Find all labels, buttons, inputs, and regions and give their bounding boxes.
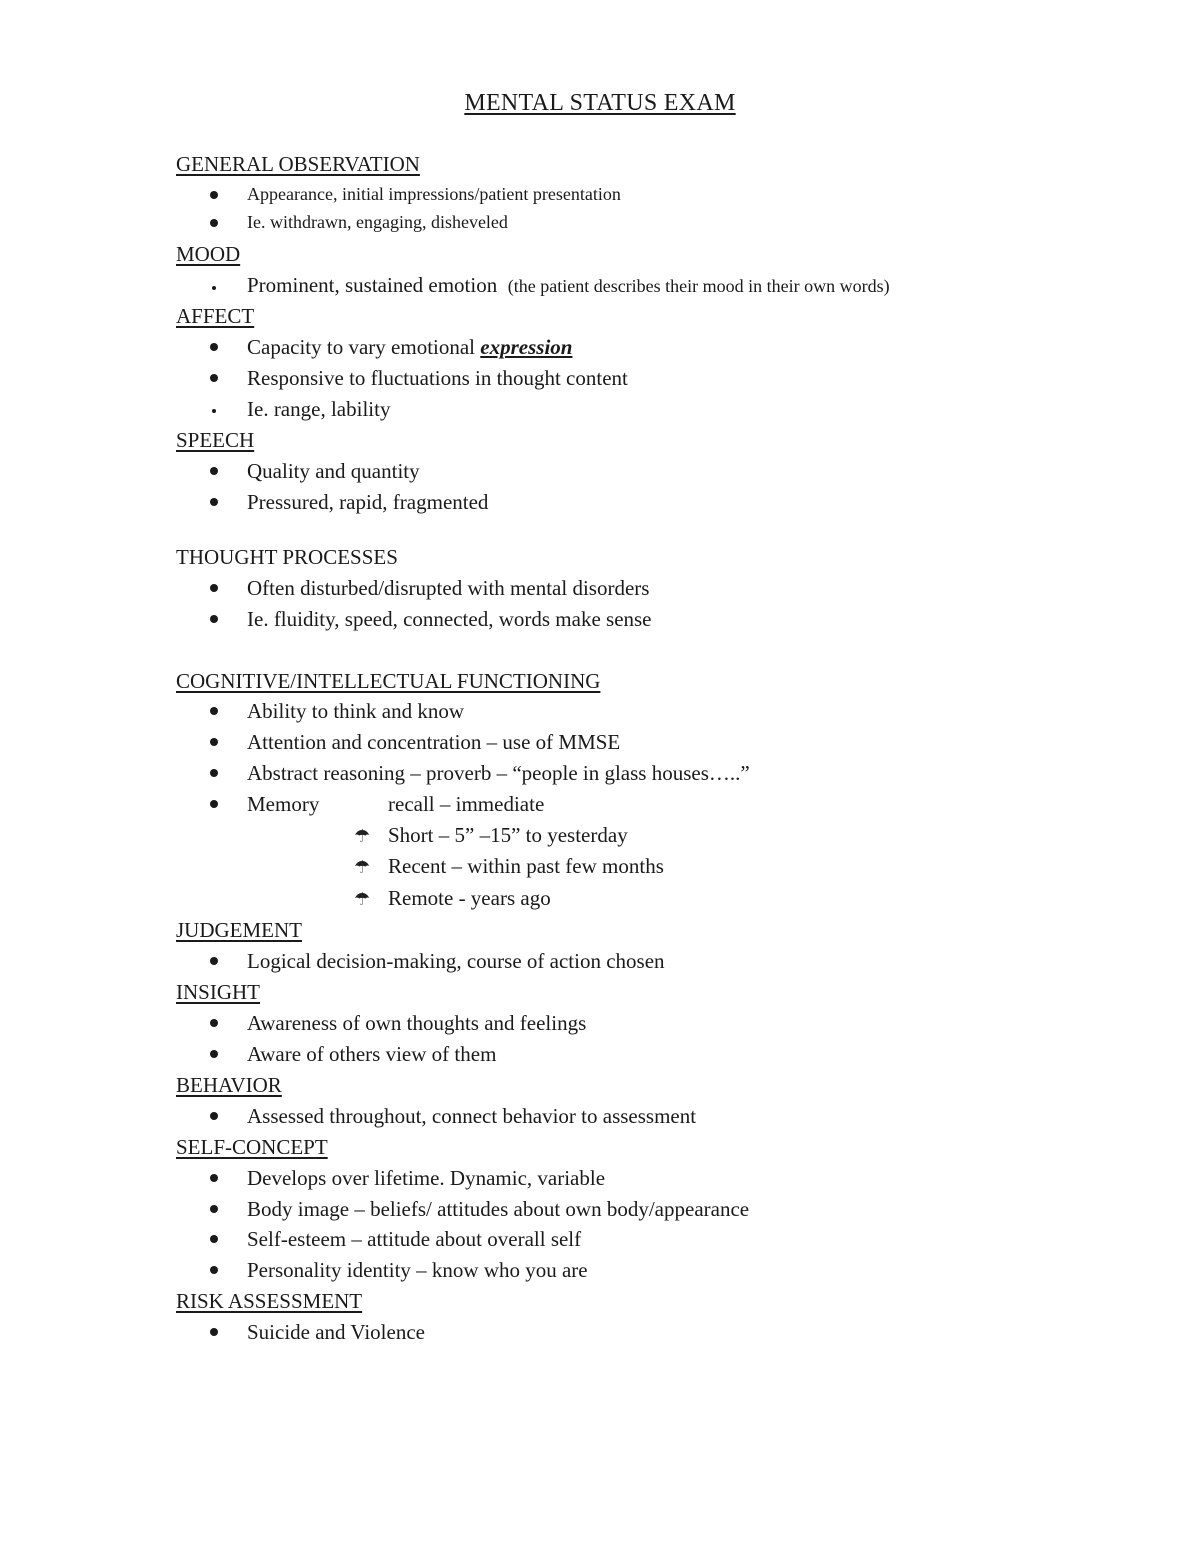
bullet-icon	[210, 1328, 218, 1336]
bullet-icon	[212, 286, 216, 290]
bullet-icon	[210, 1112, 218, 1120]
list-item: Quality and quantity	[247, 459, 420, 483]
list-item: Personality identity – know who you are	[247, 1258, 588, 1282]
list-item: Ie. range, lability	[247, 397, 391, 421]
affect-item-text: Capacity to vary emotional	[247, 335, 481, 359]
bullet-icon	[210, 957, 218, 965]
bullet-icon	[210, 1050, 218, 1058]
umbrella-icon: ☂	[354, 826, 371, 847]
memory-label: Memory	[247, 792, 320, 816]
list-item: Pressured, rapid, fragmented	[247, 490, 489, 514]
memory-sub-item: Recent – within past few months	[388, 854, 664, 878]
bullet-icon	[210, 498, 218, 506]
list-item	[247, 335, 572, 360]
section-heading-mood: MOOD	[176, 242, 241, 266]
list-item: Logical decision-making, course of action chosen	[247, 949, 665, 973]
section-heading-behavior: BEHAVIOR	[176, 1073, 282, 1097]
list-item: Attention and concentration – use of MMSE	[247, 730, 621, 754]
bullet-icon	[210, 1174, 218, 1182]
list-item: Ability to think and know	[247, 699, 464, 723]
section-heading-self-concept: SELF-CONCEPT	[176, 1135, 328, 1159]
list-item: Ie. fluidity, speed, connected, words make sense	[247, 607, 652, 631]
section-heading-risk-assessment: RISK ASSESSMENT	[176, 1289, 363, 1313]
bullet-icon	[210, 615, 218, 623]
section-heading-insight: INSIGHT	[176, 980, 260, 1004]
affect-item-emphasis: expression	[480, 335, 573, 359]
bullet-icon	[210, 1205, 218, 1213]
section-heading-general-observation: GENERAL OBSERVATION	[176, 152, 420, 176]
bullet-icon	[210, 707, 218, 715]
memory-recall: recall – immediate	[388, 792, 545, 816]
bullet-icon	[210, 769, 218, 777]
section-heading-thought-processes: THOUGHT PROCESSES	[176, 545, 398, 569]
section-heading-judgement: JUDGEMENT	[176, 918, 302, 942]
bullet-icon	[210, 800, 218, 808]
bullet-icon	[210, 191, 218, 199]
umbrella-icon: ☂	[354, 857, 371, 878]
page-title: MENTAL STATUS EXAM	[464, 90, 736, 116]
list-item: Self-esteem – attitude about overall self	[247, 1227, 582, 1251]
list-item: Ie. withdrawn, engaging, disheveled	[247, 212, 508, 232]
bullet-icon	[210, 219, 218, 227]
list-item: Often disturbed/disrupted with mental disorders	[247, 576, 650, 600]
umbrella-icon: ☂	[354, 889, 371, 910]
list-item: Assessed throughout, connect behavior to assessment	[247, 1104, 697, 1128]
list-item: Appearance, initial impressions/patient presentation	[247, 184, 621, 204]
bullet-icon	[210, 343, 218, 351]
mood-item-note: (the patient describes their mood in their own words)	[507, 276, 890, 296]
bullet-icon	[210, 467, 218, 475]
section-heading-speech: SPEECH	[176, 428, 255, 452]
list-item: Aware of others view of them	[247, 1042, 497, 1066]
list-item: Suicide and Violence	[247, 1320, 425, 1344]
bullet-icon	[210, 738, 218, 746]
list-item: Abstract reasoning – proverb – “people in glass houses…..”	[247, 761, 750, 785]
bullet-icon	[210, 374, 218, 382]
memory-sub-item: Remote - years ago	[388, 886, 551, 910]
bullet-icon	[210, 1235, 218, 1243]
section-heading-cognitive: COGNITIVE/INTELLECTUAL FUNCTIONING	[176, 669, 601, 693]
bullet-icon	[210, 1019, 218, 1027]
bullet-icon	[210, 584, 218, 592]
list-item: Awareness of own thoughts and feelings	[247, 1011, 587, 1035]
mood-item-text: Prominent, sustained emotion	[247, 273, 498, 297]
list-item	[247, 273, 890, 298]
bullet-icon	[210, 1266, 218, 1274]
bullet-icon	[212, 409, 216, 413]
list-item: Responsive to fluctuations in thought content	[247, 366, 628, 390]
section-heading-affect: AFFECT	[176, 304, 255, 328]
list-item: Develops over lifetime. Dynamic, variable	[247, 1166, 606, 1190]
list-item: Body image – beliefs/ attitudes about own body/appearance	[247, 1197, 750, 1221]
memory-sub-item: Short – 5” –15” to yesterday	[388, 823, 628, 847]
